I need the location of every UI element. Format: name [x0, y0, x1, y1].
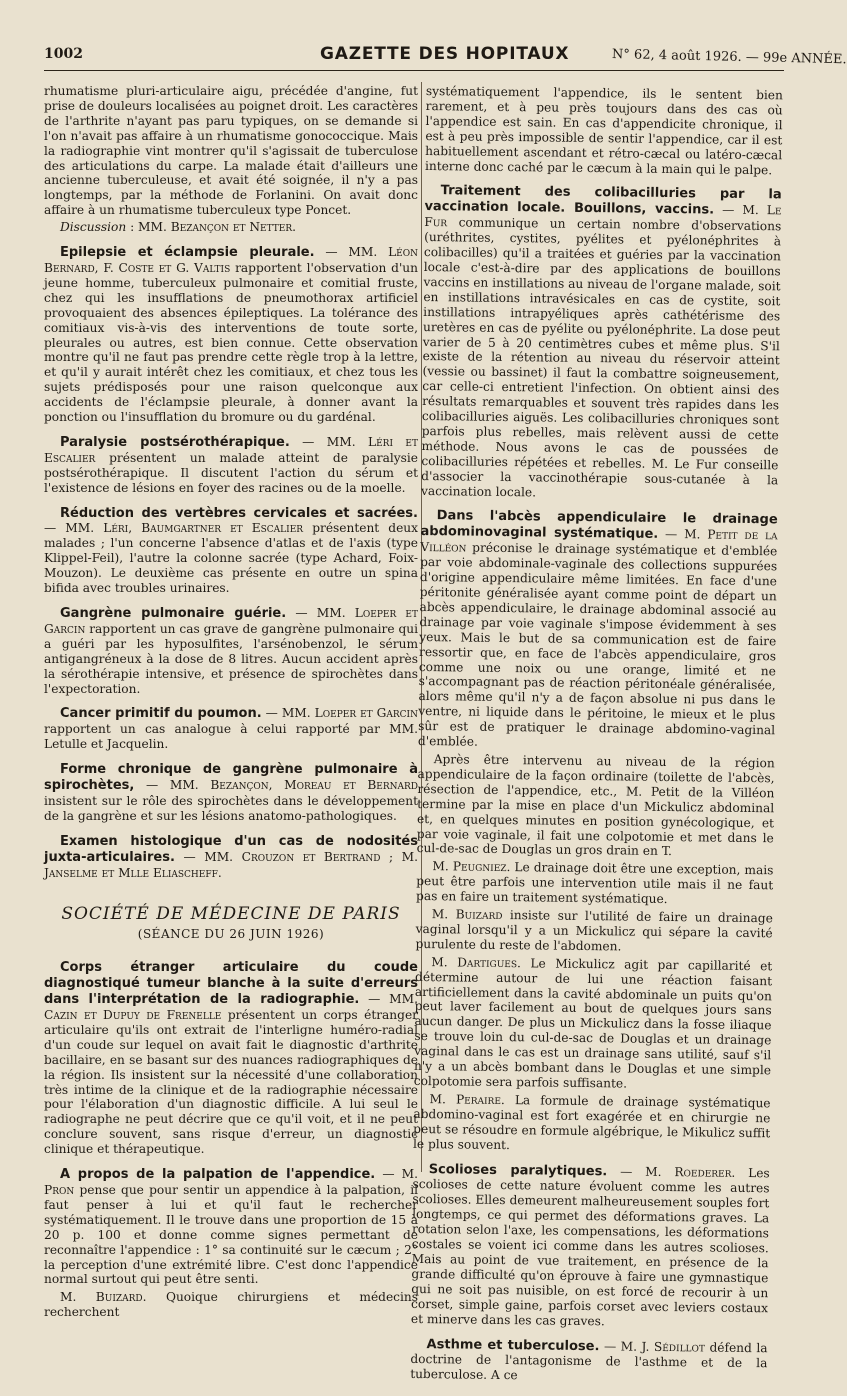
article-authors: M. Petit de la Villéon	[420, 528, 777, 555]
article-body: présentent un corps étranger articulaire qu'ils ont extrait de l'interligne huméro-radial d'un coude sur lequel on avait fait le diagnostic d'arthrite bacillaire, en se basant sur des nuances radiographiques de la région. Ils insistent sur la nécessité d'une collaboration très intime de la clinique et de la radiographie nécessaire pour l'élaboration d'un diagnostic difficile. A lui seul le radiographe ne peut décrire que ce qu'il voit, et il ne peut conclure souvent, sans risque d'erreur, un diagnostic clinique et thérapeutique.	[44, 1008, 418, 1156]
paragraph-authors: M. Buizard.	[60, 1290, 147, 1304]
article-authors: MM. Bezançon, Moreau et Bernard	[170, 778, 418, 792]
article-body: défend la doctrine de l'antagonisme de l'asthme et de la tuberculose. A ce	[410, 1340, 768, 1382]
article-title: Paralysie postsérothérapique.	[60, 435, 290, 450]
page-header	[44, 44, 784, 66]
article-cancer: Cancer primitif du poumon. — MM. Loeper et Garcin rapportent un cas analogue à celui rapporté par MM. Letulle et Jacquelin.	[44, 706, 418, 752]
society-title: SOCIÉTÉ DE MÉDECINE DE PARIS	[44, 907, 418, 922]
article-body: rapportent l'observation d'un jeune homme, tuberculeux pulmonaire et comitial fruste, chez qui les insufflations de pneumothorax artificiel provoquaient des absences épileptiques. La tolérance des comitiaux vis-à-vis des interventions de toute sorte, pleurales ou autres, est bien connue. Cette observation montre qu'il ne faut pas prendre cette règle trop à la lettre, et qu'il y aurait intérêt chez les comitiaux, et chez tous les sujets prédisposés pour une raison quelconque aux accidents de l'éclampsie pleurale, à donner avant la ponction ou l'insufflation du bromure ou du gardénal.	[44, 261, 418, 424]
paragraph-authors: M. Dartigues.	[431, 955, 521, 970]
discussion-line	[44, 220, 418, 235]
article-colibacilluries: Traitement des colibacilluries par la vaccination locale. Bouillons, vaccins. — M. Le Fur communique un certain nombre d'observations (uréthrites, cystites, pyélites et pyélonéphrites à colibacilles) qu'il a traitées et guéries par la vaccination locale c'est-à-dire par des applications de bouillons vaccins en instillations au niveau de l'organe malade, soit en instillations intravésicales en cas de cystite, soit instillations intrapyéliques après cathétérisme des uretères en cas de pyélite ou pyélonéphrite. La dose peut varier de 5 à 20 centimètres cubes et même plus. S'il existe de la rétention au niveau du réservoir atteint (vessie ou bassinet) il faut la combattre soigneusement, car celle-ci entretient l'infection. On obtient ainsi des résultats remarquables et souvent très rapides dans les colibacilluries aiguës. Les colibacilluries chroniques sont parfois plus rebelles, mais relèvent aussi de cette méthode. Nous avons le cas de poussées de colibacilluries répétées et rebelles. M. Le Fur conseille d'associer la vaccinothérapie sous-cutanée à la vaccination locale.	[421, 183, 782, 502]
article-title: Traitement des colibacilluries par la vaccination locale. Bouillons, vaccins.	[424, 184, 781, 218]
article-authors: MM. Loeper et Garcin	[44, 606, 418, 636]
paragraph-body: La formule de drainage systématique abdomino-vaginal est fort exagérée et en chirurgie ne peut se résoudre en formule algébrique, le Mikulicz suffit le plus souvent.	[413, 1093, 771, 1152]
page-number: 1002	[44, 46, 83, 62]
paragraph-authors: M. Buizard	[432, 907, 503, 922]
continued-text: rhumatisme pluri-articulaire aigu, précédée d'angine, fut prise de douleurs localisées au poignet droit. Les caractères de l'arthrite n'ayant pas paru typiques, on se demande si l'on n'avait pas affaire à un rhumatisme gonococcique. Mais la radiographie vint montrer qu'il s'agissait de tuberculose des articulations du carpe. La malade était d'ailleurs une ancienne tuberculeuse, et avait été soignée, il n'y a pas longtemps, par la méthode de Forlanini. On avait donc affaire à un rhumatisme tuberculeux type Poncet.	[44, 84, 418, 218]
article-body: rapportent un cas analogue à celui rapporté par MM. Letulle et Jacquelin.	[44, 722, 418, 751]
article-examen: Examen histologique d'un cas de nodosités juxta-articulaires. — MM. Crouzon et Bertrand ; M. Janselme et Mlle Eliascheff.	[44, 834, 418, 881]
article-authors: M. J. Sédillot	[621, 1339, 705, 1354]
continued-text: systématiquement l'appendice, ils le sentent bien rarement, et à peu près toujours dans des cas où l'appendice est sain. En cas d'appendicite chronique, il est à peu près impossible de sentir l'appendice, car il est habituellement ascendant et rétro-cæcal ou latéro-cæcal interne donc caché par le cæcum à la main qui le palpe.	[425, 84, 783, 178]
paragraph-body: Le Mickulicz agit par capillarité et détermine autour de lui une réaction faisant artificiellement dans la cavité abdominale un puits qu'on peut laver facilement au bout de quelques jours sans aucun danger. De plus un Mickulicz dans la fosse iliaque se trouve loin du cul-de-sac de Douglas et un drainage vaginal dans le cas est un drainage sans utilité, sauf s'il n'y a un abcès bombant dans le Douglas et une simple colpotomie sera parfois suffisante.	[414, 956, 773, 1090]
article-title: Epilepsie et éclampsie pleurale.	[60, 245, 315, 260]
article-body: rapportent un cas grave de gangrène pulmonaire qui a guéri par les hyposulfites, l'arsénobenzol, le sérum antigangréneux à la dose de 8 litres. Aucun accident après la sérothérapie intensive, et présence de spirochètes dans l'expectoration.	[44, 622, 418, 696]
article-authors: MM. Loeper et Garcin	[282, 706, 418, 720]
article-scolioses: Scolioses paralytiques. — M. Roederer. Les scolioses de cette nature évoluent comme les autres scolioses. Elles demeurent malheureusement souples fort longtemps, ce qui permet des déformations graves. La rotation selon l'axe, les compensations, les déformations costales se voient ici comme dans les autres scolioses. Mais au point de vue traitement, en présence de la grande difficulté qu'on éprouve à faire une gymnastique qui ne soit pas nuisible, on est forcé de recourir à un corset, simple gaine, parfois corset avec leviers costaux et minerve dans les cas graves.	[411, 1161, 770, 1330]
discussion-text: : MM. Bezançon et Netter.	[130, 220, 296, 234]
last-paragraph	[44, 1290, 418, 1320]
discussion-paragraph	[415, 907, 773, 956]
article-title: Réduction des vertèbres cervicales et sacrées.	[60, 506, 418, 521]
article-asthme: Asthme et tuberculose. — M. J. Sédillot défend la doctrine de l'antagonisme de l'asthme et de la tuberculose. A ce	[410, 1336, 768, 1386]
right-column	[410, 84, 783, 1396]
article-title: Cancer primitif du poumon.	[60, 706, 262, 721]
article-palpation: A propos de la palpation de l'appendice. — M. Pron pense que pour sentir un appendice à la palpation, il faut penser à lui et qu'il faut le rechercher systématiquement. Il le trouve dans une proportion de 15 à 20 p. 100 et donne comme signes permettant de reconnaître l'appendice : 1° sa continuité sur le cæcum ; 2° la perception d'une extrémité libre. C'est donc l'appendice normal surtout qui peut être senti. M. Buizard. Quoique chirurgiens et médecins recherchent	[44, 1167, 418, 1320]
article-title: Scolioses paralytiques.	[429, 1162, 608, 1179]
article-title: A propos de la palpation de l'appendice.	[60, 1167, 375, 1182]
article-authors: MM. Cazin et Dupuy de Frenelle	[44, 992, 418, 1022]
article-abces-appendiculaire: Dans l'abcès appendiculaire le drainage abdominovaginal systématique. — M. Petit de la Villéon préconise le drainage systématique et d'emblée par voie abdominale-vaginale des collections suppurées d'origine appendiculaire même limitées. En face d'une péritonite généralisée ayant comme point de départ un abcès appendiculaire, le drainage abdominal associé au drainage par voie vaginale s'impose évidemment à ses yeux. Mais le but de sa communication est de faire ressortir que, en face de l'abcès appendiculaire, gros comme une noix ou une orange, limité et ne s'accompagnant pas de réaction péritonéale généralisée, alors même qu'il n'y a de façon absolue ni pus dans le ventre, ni liquide dans le péritoine, le mieux et le plus sûr est de pratiquer le drainage abdomino-vaginal d'emblée. Après être intervenu au niveau de la région appendiculaire de la façon ordinaire (toilette de l'abcès, résection de l'appendice, etc., M. Petit de la Villéon termine par la mise en place d'un Mickulicz abdominal et, en quelques minutes en position gynécologique, et par voie vaginale, il fait une colpotomie et met dans le cul-de-sac de Douglas un gros drain en T. M. Peugniez. Le drainage doit être une exception, mais peut être parfois une intervention utile mais il ne faut pas en faire un traitement systématique. M. Buizard insiste sur l'utilité de faire un drainage vaginal lorsqu'il y a un Mickulicz qui sépare la cavité purulente du reste de l'abdomen. M. Dartigues. Le Mickulicz agit par capillarité et détermine autour de lui une réaction faisant artificiellement dans la cavité abdominale un puits qu'on peut laver facilement au bout de quelques jours sans aucun danger. De plus un Mickulicz dans la fosse iliaque se trouve loin du cul-de-sac de Douglas et un drainage vaginal dans le cas est un drainage sans utilité, sauf s'il n'y a un abcès bombant dans le Douglas et une simple colpotomie sera parfois suffisante. M. Peraire. La formule de drainage systématique abdomino-vaginal est fort exagérée et en chirurgie ne peut se résoudre en formule algébrique, le Mikulicz suffit le plus souvent.	[413, 508, 778, 1155]
article-title: Examen histologique d'un cas de nodosités juxta-articulaires.	[44, 834, 418, 865]
paragraph-body: Après être intervenu au niveau de la région appendiculaire de la façon ordinaire (toilette de l'abcès, résection de l'appendice, etc., M. Petit de la Villéon termine par la mise en place d'un Mickulicz abdominal et, en quelques minutes en position gynécologique, et par voie vaginale, il fait une colpotomie et met dans le cul-de-sac de Douglas un gros drain en T.	[417, 752, 775, 858]
paragraph-body: Le drainage doit être une exception, mais peut être parfois une intervention utile mais il ne faut pas en faire un traitement systématique.	[416, 860, 774, 906]
article-title: Corps étranger articulaire du coude diagnostiqué tumeur blanche à la suite d'erreurs dans l'interprétation de la radiographie.	[44, 960, 418, 1007]
article-title: Forme chronique de gangrène pulmonaire à spirochètes,	[44, 762, 418, 793]
article-title: Asthme et tuberculose.	[427, 1337, 600, 1354]
left-column	[44, 84, 418, 1330]
article-paralysie: Paralysie postsérothérapique. — MM. Léri et Escalier présentent un malade atteint de paralysie postsérothérapique. Il discutent l'action du sérum et l'existence de lésions en foyer des racines ou de la moelle.	[44, 435, 418, 496]
header-rule	[44, 70, 784, 71]
article-authors: M. Pron	[44, 1167, 418, 1197]
journal-title: GAZETTE DES HOPITAUX	[320, 44, 569, 64]
article-authors: MM. Léri, Baumgartner et Escalier	[65, 521, 303, 535]
article-body: présentent deux malades ; l'un concerne l'absence d'atlas et de l'axis (type Klippel-Feil), l'autre la colonne sacrée (type Achard, Foix-Mouzon). Le deuxième cas présente en outre un spina bifida avec troubles urinaires.	[44, 521, 418, 595]
article-body: insistent sur le rôle des spirochètes dans le développement de la gangrène et sur les lésions anatomo-pathologiques.	[44, 794, 418, 823]
article-forme-chronique: Forme chronique de gangrène pulmonaire à spirochètes, — MM. Bezançon, Moreau et Bernard insistent sur le rôle des spirochètes dans le développement de la gangrène et sur les lésions anatomo-pathologiques.	[44, 762, 418, 824]
article-body: préconise le drainage systématique et d'emblée par voie abdominale-vaginale des collections suppurées d'origine appendiculaire même limitées. En face d'une péritonite généralisée ayant comme point de départ un abcès appendiculaire, le drainage abdominal associé au drainage par voie vaginale s'impose évidemment à ses yeux. Mais le but de sa communication est de faire ressortir que, en face de l'abcès appendiculaire, gros comme une noix ou une orange, limité et ne s'accompagnant pas de réaction péritonéale généralisée, alors même qu'il n'y a de façon absolue ni pus dans le ventre, ni liquide dans le péritoine, le mieux et le plus sûr est de pratiquer le drainage abdomino-vaginal d'emblée.	[418, 541, 778, 749]
article-reduction: Réduction des vertèbres cervicales et sacrées. — MM. Léri, Baumgartner et Escalier présentent deux malades ; l'un concerne l'absence d'atlas et de l'axis (type Klippel-Feil), l'autre la colonne sacrée (type Achard, Foix-Mouzon). Le deuxième cas présente en outre un spina bifida avec troubles urinaires.	[44, 506, 418, 596]
paragraph-body: Quoique chirurgiens et médecins recherchent	[44, 1290, 418, 1319]
article-authors: M. Roederer.	[645, 1164, 735, 1179]
issue-line: N° 62, 4 août 1926. — 99e ANNÉE.	[612, 47, 847, 67]
article-title: Dans l'abcès appendiculaire le drainage abdominovaginal systématique.	[420, 509, 777, 543]
discussion-paragraph	[413, 1092, 771, 1156]
article-body: pense que pour sentir un appendice à la palpation, il faut penser à lui et qu'il faut le rechercher systématiquement. Il le trouve dans une proportion de 15 à 20 p. 100 et donne comme signes permettant de reconnaître l'appendice : 1° sa continuité sur le cæcum ; 2° la perception d'une extrémité libre. C'est donc l'appendice normal surtout qui peut être senti.	[44, 1183, 418, 1286]
article-authors: MM. Léon Bernard, F. Coste et G. Valtis	[44, 245, 418, 275]
paragraph-authors: M. Peraire.	[430, 1092, 505, 1107]
article-authors: M. Le Fur	[424, 203, 781, 229]
article-title: Gangrène pulmonaire guérie.	[60, 606, 286, 621]
article-corps-etranger: Corps étranger articulaire du coude diagnostiqué tumeur blanche à la suite d'erreurs dans l'interprétation de la radiographie. — MM. Cazin et Dupuy de Frenelle présentent un corps étranger articulaire qu'ils ont extrait de l'interligne huméro-radial d'un coude sur lequel on avait fait le diagnostic d'arthrite bacillaire, en se basant sur des nuances radiographiques de la région. Ils insistent sur la nécessité d'une collaboration très intime de la clinique et de la radiographie nécessaire pour l'élaboration d'un diagnostic difficile. A lui seul le radiographe ne peut décrire que ce qu'il voit, et il ne peut conclure souvent, sans risque d'erreur, un diagnostic clinique et thérapeutique.	[44, 960, 418, 1157]
article-body: présentent un malade atteint de paralysie postsérothérapique. Il discutent l'action du sérum et l'existence de lésions en foyer des racines ou de la moelle.	[44, 451, 418, 495]
discussion-label: Discussion	[60, 220, 126, 234]
article-body: communique un certain nombre d'observations (uréthrites, cystites, pyélites et pyélonéphrites à colibacilles) qu'il a traitées et guéries par la vaccination locale c'est-à-dire par des applications de bouillons vaccins en instillations au niveau de l'organe malade, soit en instillations intravésicales en cas de cystite, soit instillations intrapyéliques après cathétérisme des uretères en cas de pyélite ou pyélonéphrite. La dose peut varier de 5 à 20 centimètres cubes et même plus. S'il existe de la rétention au niveau du réservoir atteint (vessie ou bassinet) il faut la combattre soigneusement, car celle-ci entretient l'infection. On obtient ainsi des résultats remarquables et souvent très rapides dans les colibacilluries aiguës. Les colibacilluries chroniques sont parfois plus rebelles, mais relèvent aussi de cette méthode. Nous avons le cas de poussées de colibacilluries répétées et rebelles. M. Le Fur conseille d'associer la vaccinothérapie sous-cutanée à la vaccination locale.	[421, 216, 781, 499]
article-gangrene: Gangrène pulmonaire guérie. — MM. Loeper et Garcin rapportent un cas grave de gangrène pulmonaire qui a guéri par les hyposulfites, l'arsénobenzol, le sérum antigangréneux à la dose de 8 litres. Aucun accident après la sérothérapie intensive, et présence de spirochètes dans l'expectoration.	[44, 606, 418, 696]
discussion-paragraph	[416, 859, 774, 908]
article-authors: MM. Crouzon et Bertrand ; M. Janselme et Mlle Eliascheff.	[44, 850, 418, 880]
article-epilepsie: Epilepsie et éclampsie pleurale. — MM. Léon Bernard, F. Coste et G. Valtis rapportent l'observation d'un jeune homme, tuberculeux pulmonaire et comitial fruste, chez qui les insufflations de pneumothorax artificiel provoquaient des absences épileptiques. La tolérance des comitiaux vis-à-vis des interventions de toute sorte, pleurales ou autres, est bien connue. Cette observation montre qu'il ne faut pas prendre cette règle trop à la lettre, et qu'il y aurait intérêt chez les comitiaux, et chez tous les sujets prédisposés pour une raison quelconque aux accidents de l'éclampsie pleurale, à donner avant la ponction ou l'insufflation du bromure ou du gardénal.	[44, 245, 418, 425]
paragraph-authors: M. Peugniez.	[432, 859, 510, 874]
article-authors: MM. Léri et Escalier	[44, 435, 418, 465]
session-date: (SÉANCE DU 26 JUIN 1926)	[44, 927, 418, 942]
discussion-paragraph	[417, 752, 775, 861]
discussion-paragraph	[414, 955, 773, 1094]
paragraph-body: insiste sur l'utilité de faire un drainage vaginal lorsqu'il y a un Mickulicz qui sépare la cavité purulente du reste de l'abdomen.	[415, 908, 773, 953]
article-body: Les scolioses de cette nature évoluent comme les autres scolioses. Elles demeurent malheureusement souples fort longtemps, ce qui permet des déformations graves. La rotation selon l'axe, les compensations, les déformations costales se voient ici comme dans les autres scolioses. Mais au point de vue traitement, en présence de la grande difficulté qu'on éprouve à faire une gymnastique qui ne soit pas nuisible, on est forcé de recourir à un corset, simple gaine, parfois corset avec leviers costaux et minerve dans les cas graves.	[411, 1166, 770, 1328]
